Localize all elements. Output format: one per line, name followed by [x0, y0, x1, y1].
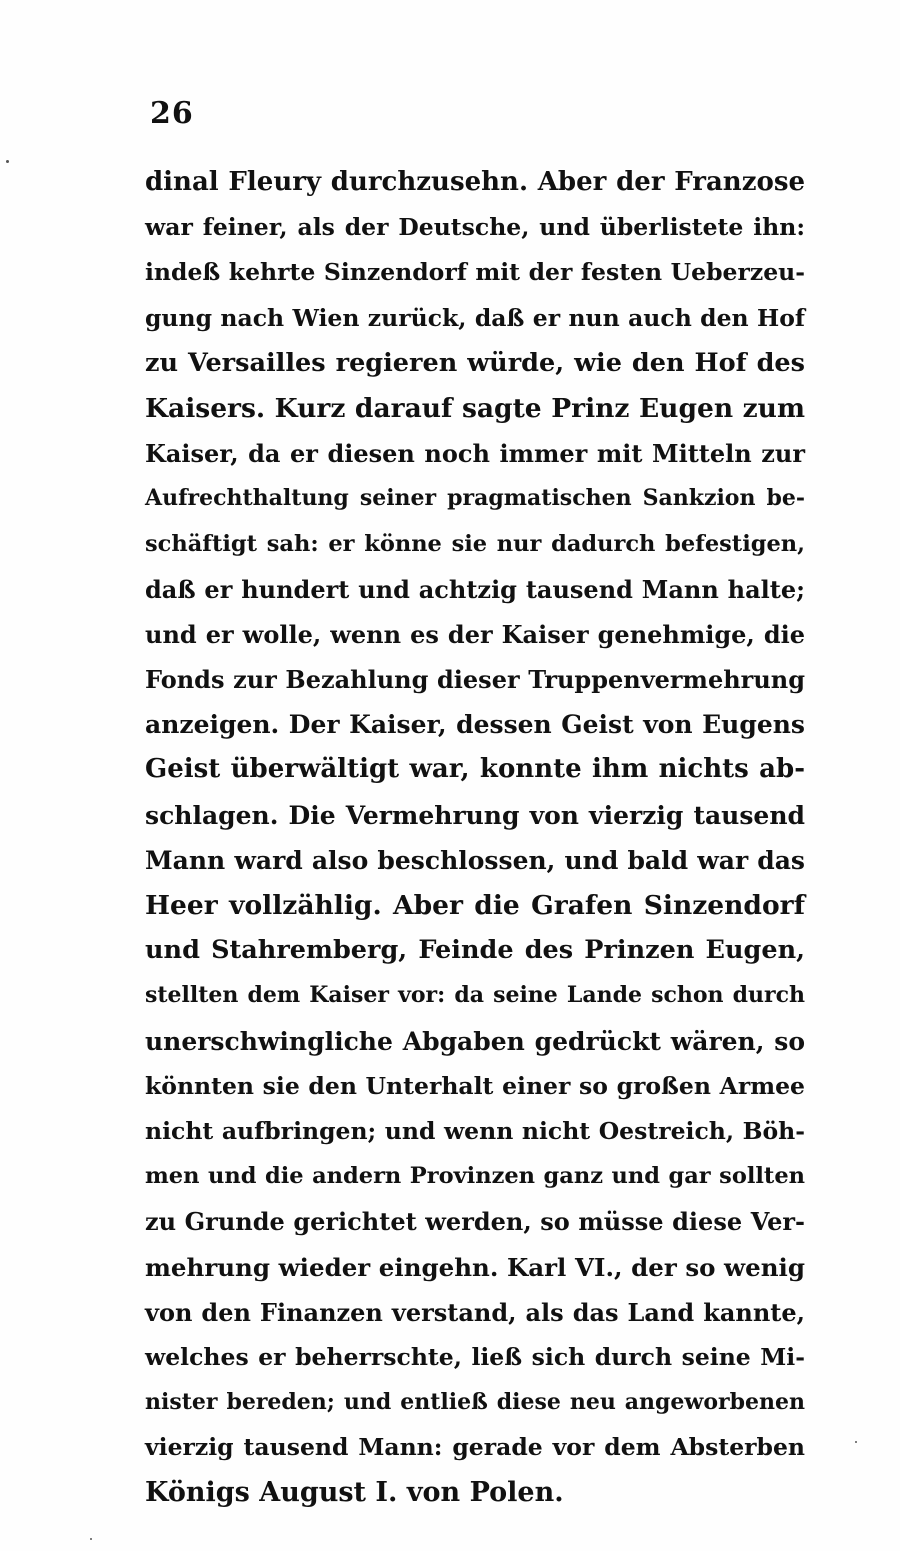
- text-line: Kaiser, da er diesen noch immer mit Mitteln zur: [145, 439, 805, 469]
- paper-speck: [90, 1538, 92, 1540]
- text-line: gung nach Wien zurück, daß er nun auch den Hof: [145, 303, 805, 332]
- text-line: Aufrechthaltung seiner pragmatischen Sankzion be-: [145, 485, 805, 512]
- text-line: Kaisers. Kurz darauf sagte Prinz Eugen zum: [145, 392, 805, 424]
- text-line: schäftigt sah: er könne sie nur dadurch befestigen,: [145, 530, 805, 557]
- text-line: könnten sie den Unterhalt einer so großen Armee: [145, 1071, 805, 1100]
- text-line: unerschwingliche Abgaben gedrückt wären, so: [145, 1026, 805, 1056]
- text-line: welches er beherrschte, ließ sich durch seine Mi-: [145, 1342, 805, 1371]
- text-line: zu Versailles regieren würde, wie den Hof des: [145, 347, 805, 378]
- text-line: und Stahremberg, Feinde des Prinzen Eugen,: [145, 935, 805, 966]
- text-line: vierzig tausend Mann: gerade vor dem Absterben: [145, 1433, 805, 1462]
- text-line: indeß kehrte Sinzendorf mit der festen Ueberzeu-: [145, 258, 805, 287]
- text-line: dinal Fleury durchzusehn. Aber der Franzose: [145, 167, 805, 197]
- text-line: Fonds zur Bezahlung dieser Truppenvermehrung: [145, 665, 805, 695]
- text-line: anzeigen. Der Kaiser, dessen Geist von Eugens: [145, 710, 805, 740]
- text-line: nister bereden; und entließ diese neu angeworbenen: [145, 1389, 805, 1416]
- text-line: schlagen. Die Vermehrung von vierzig tausend: [145, 800, 805, 830]
- text-line: Heer vollzählig. Aber die Grafen Sinzendorf: [145, 890, 805, 921]
- page-number: 26: [150, 96, 194, 131]
- text-line: stellten dem Kaiser vor: da seine Lande schon durch: [145, 982, 805, 1009]
- text-line: nicht aufbringen; und wenn nicht Oestreich, Böh-: [145, 1116, 805, 1145]
- text-line: von den Finanzen verstand, als das Land kannte,: [145, 1297, 805, 1327]
- text-line: zu Grunde gerichtet werden, so müsse diese Ver-: [145, 1207, 805, 1237]
- text-line: Geist überwältigt war, konnte ihm nichts ab-: [145, 754, 805, 785]
- text-line: Mann ward also beschlossen, und bald war das: [145, 845, 805, 875]
- paper-speck: [6, 160, 9, 163]
- text-line: und er wolle, wenn es der Kaiser genehmige, die: [145, 619, 805, 649]
- paper-speck: [855, 1441, 857, 1443]
- text-line: daß er hundert und achtzig tausend Mann halte;: [145, 574, 805, 604]
- text-line: mehrung wieder eingehn. Karl VI., der so wenig: [145, 1252, 805, 1282]
- text-line: men und die andern Provinzen ganz und gar sollten: [145, 1163, 805, 1190]
- text-line: war feiner, als der Deutsche, und überlistete ihn:: [145, 213, 805, 242]
- text-line: Königs August I. von Polen.: [145, 1477, 564, 1509]
- body-text: [145, 160, 805, 1516]
